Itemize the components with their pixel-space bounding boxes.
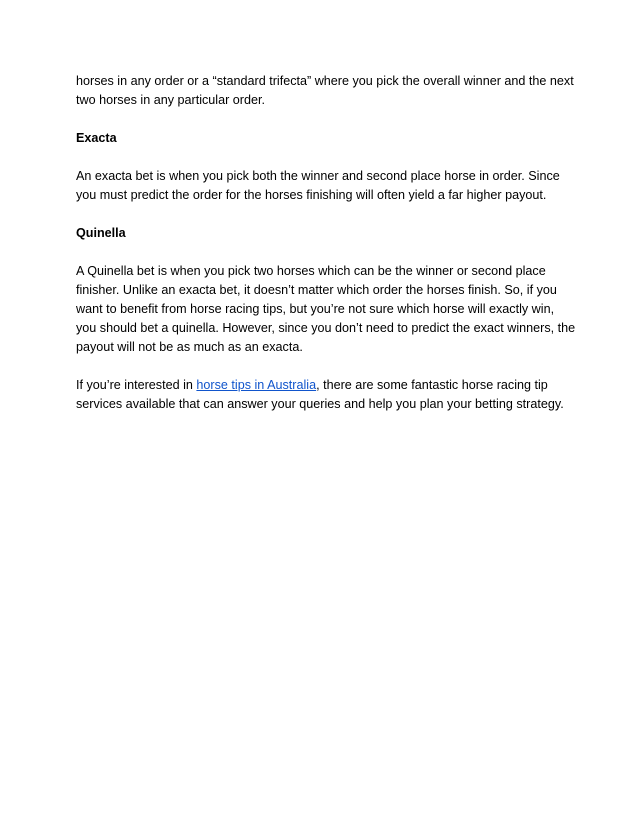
exacta-heading: Exacta [76,131,117,145]
closing-text-after-link: , there are some fantastic horse racing tip services available that can answer your queries and help you plan your betting strategy. [76,378,564,411]
quinella-heading: Quinella [76,226,126,240]
closing-text-before-link: If you’re interested in [76,378,197,392]
exacta-paragraph: An exacta bet is when you pick both the winner and second place horse in order. Since you must predict the order for the horses finishing will often yield a far higher payout. [76,169,560,202]
horse-tips-australia-link[interactable]: horse tips in Australia [196,378,317,392]
document-body [76,72,576,433]
intro-paragraph: horses in any order or a “standard trifecta” where you pick the overall winner and the next two horses in any particular order. [76,74,574,107]
quinella-paragraph: A Quinella bet is when you pick two horses which can be the winner or second place finisher. Unlike an exacta bet, it doesn’t matter which order the horses finish. So, if you want to benefit from horse racing tips, but you’re not sure which horse will exactly win, you should bet a quinella. However, since you don’t need to predict the exact winners, the payout will not be as much as an exacta. [76,264,576,354]
closing-paragraph [76,376,576,414]
